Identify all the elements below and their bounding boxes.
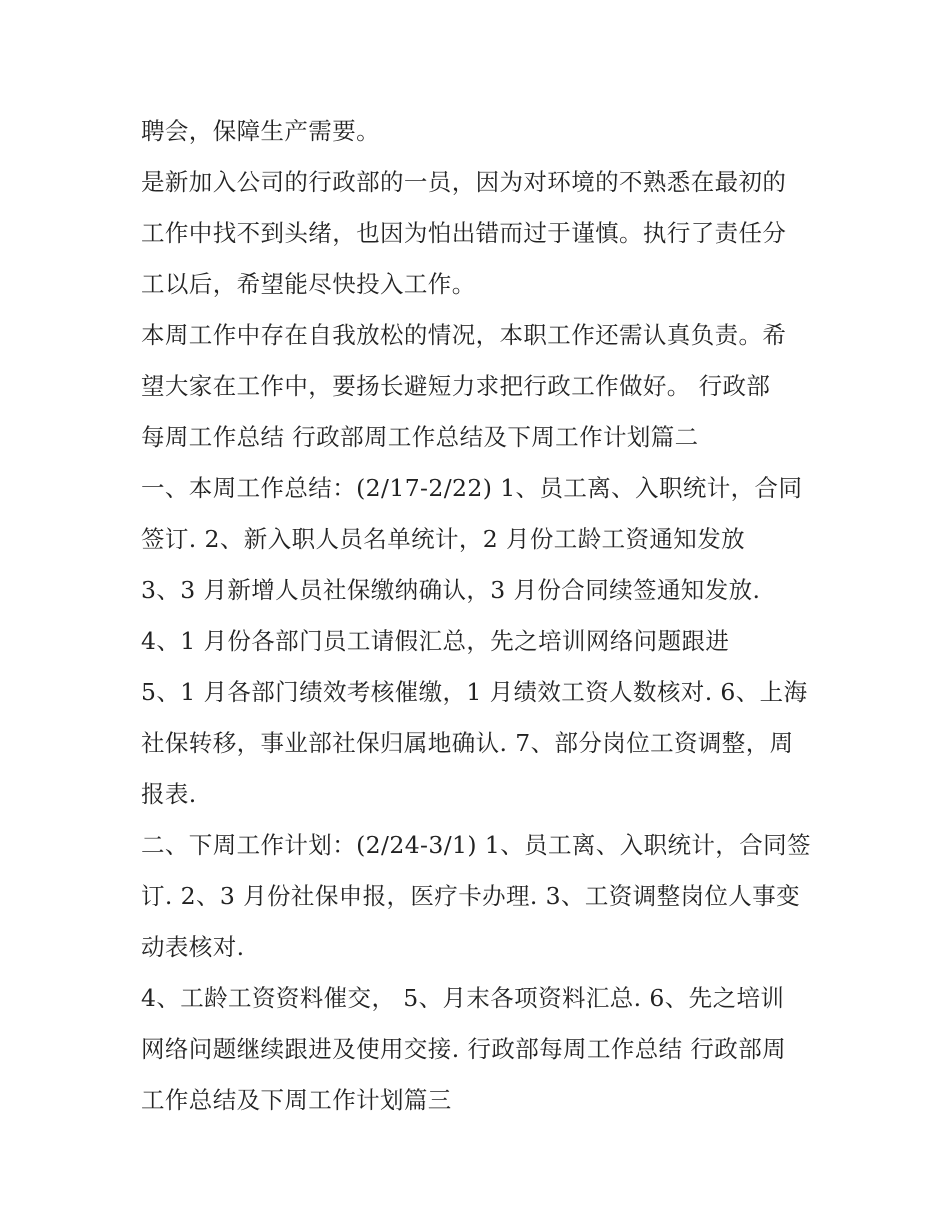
- text-line: 本周工作中存在自我放松的情况，本职工作还需认真负责。希: [141, 321, 787, 349]
- text-line: 望大家在工作中，要扬长避短力求把行政工作做好。 行政部: [141, 372, 771, 400]
- text-line: 工作总结及下周工作计划篇三: [141, 1086, 452, 1114]
- text-line: 4、工龄工资资料催交， 5、月末各项资料汇总. 6、先之培训: [141, 984, 785, 1012]
- text-line: 动表核对.: [141, 933, 245, 961]
- text-line: 聘会，保障生产需要。: [141, 117, 380, 145]
- text-line: 4、1 月份各部门员工请假汇总，先之培训网络问题跟进: [141, 627, 730, 655]
- text-line: 报表.: [141, 780, 197, 808]
- text-line: 网络问题继续跟进及使用交接. 行政部每周工作总结 行政部周: [141, 1035, 787, 1063]
- text-line: 每周工作总结 行政部周工作总结及下周工作计划篇二: [141, 423, 699, 451]
- text-line: 5、1 月各部门绩效考核催缴，1 月绩效工资人数核对. 6、上海: [141, 678, 808, 706]
- text-line: 社保转移，事业部社保归属地确认. 7、部分岗位工资调整，周: [141, 729, 794, 757]
- text-line: 二、下周工作计划：(2/24-3/1) 1、员工离、入职统计，合同签: [141, 831, 811, 859]
- text-line: 工以后，希望能尽快投入工作。: [141, 270, 476, 298]
- text-line: 是新加入公司的行政部的一员，因为对环境的不熟悉在最初的: [141, 168, 787, 196]
- text-line: 一、本周工作总结：(2/17-2/22) 1、员工离、入职统计，合同: [141, 474, 803, 502]
- document-body: [141, 106, 821, 1126]
- text-line: 3、3 月新增人员社保缴纳确认，3 月份合同续签通知发放.: [141, 576, 761, 604]
- text-line: 工作中找不到头绪，也因为怕出错而过于谨慎。执行了责任分: [141, 219, 787, 247]
- text-line: 订. 2、3 月份社保申报，医疗卡办理. 3、工资调整岗位人事变: [141, 882, 801, 910]
- text-line: 签订. 2、新入职人员名单统计，2 月份工龄工资通知发放: [141, 525, 746, 553]
